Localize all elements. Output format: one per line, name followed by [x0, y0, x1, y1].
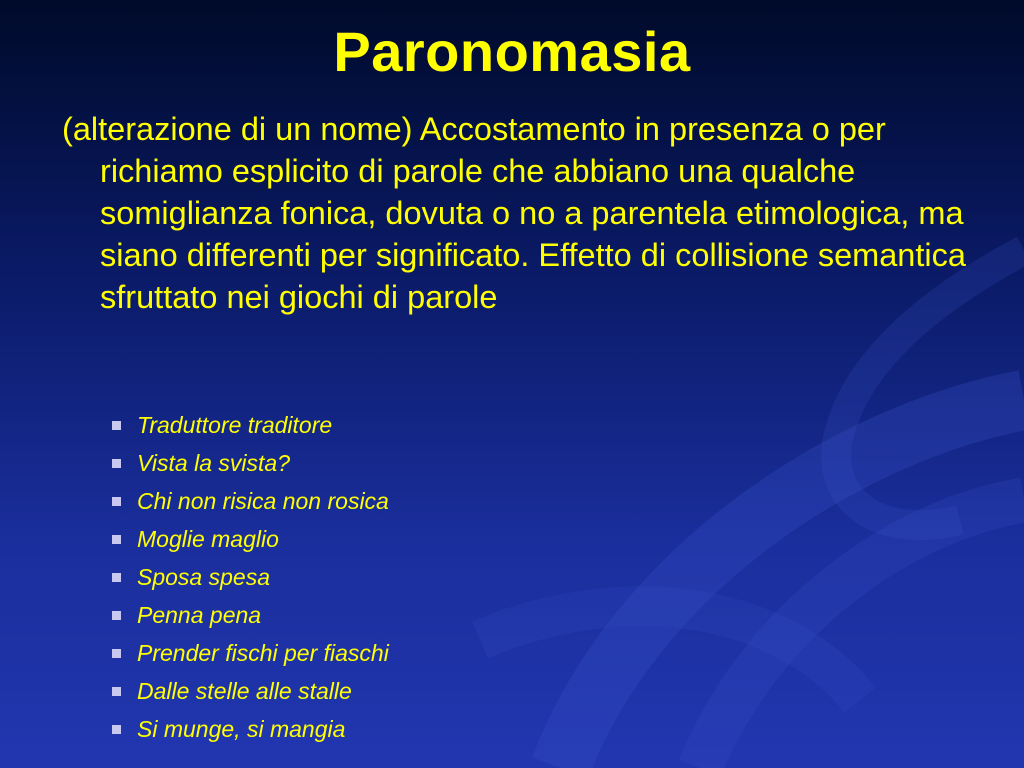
square-bullet-icon: [112, 725, 121, 734]
square-bullet-icon: [112, 687, 121, 696]
list-item: [112, 444, 389, 482]
example-text: Si munge, si mangia: [137, 715, 346, 742]
square-bullet-icon: [112, 535, 121, 544]
list-item: [112, 482, 389, 520]
example-text: Vista la svista?: [137, 449, 290, 476]
examples-list: [112, 406, 389, 748]
example-text: Moglie maglio: [137, 525, 279, 552]
definition-paragraph: (alterazione di un nome) Accostamento in presenza o per richiamo esplicito di parole che abbiano una qualche somiglianza fonica, dovuta o no a parentela etimologica, ma siano differenti per significato. Effetto di collisione semantica sfruttato nei giochi di parole: [62, 111, 966, 315]
list-item: [112, 520, 389, 558]
slide-title: Paronomasia: [333, 20, 691, 83]
list-item: [112, 596, 389, 634]
square-bullet-icon: [112, 649, 121, 658]
example-text: Sposa spesa: [137, 563, 270, 590]
square-bullet-icon: [112, 497, 121, 506]
example-text: Traduttore traditore: [137, 411, 333, 438]
example-text: Penna pena: [137, 601, 262, 628]
example-text: Dalle stelle alle stalle: [137, 677, 352, 704]
example-text: Prender fischi per fiaschi: [137, 639, 389, 666]
example-text: Chi non risica non rosica: [137, 487, 389, 514]
square-bullet-icon: [112, 611, 121, 620]
list-item: [112, 672, 389, 710]
list-item: [112, 710, 389, 748]
list-item: [112, 406, 389, 444]
square-bullet-icon: [112, 573, 121, 582]
square-bullet-icon: [112, 459, 121, 468]
list-item: [112, 558, 389, 596]
list-item: [112, 634, 389, 672]
square-bullet-icon: [112, 421, 121, 430]
